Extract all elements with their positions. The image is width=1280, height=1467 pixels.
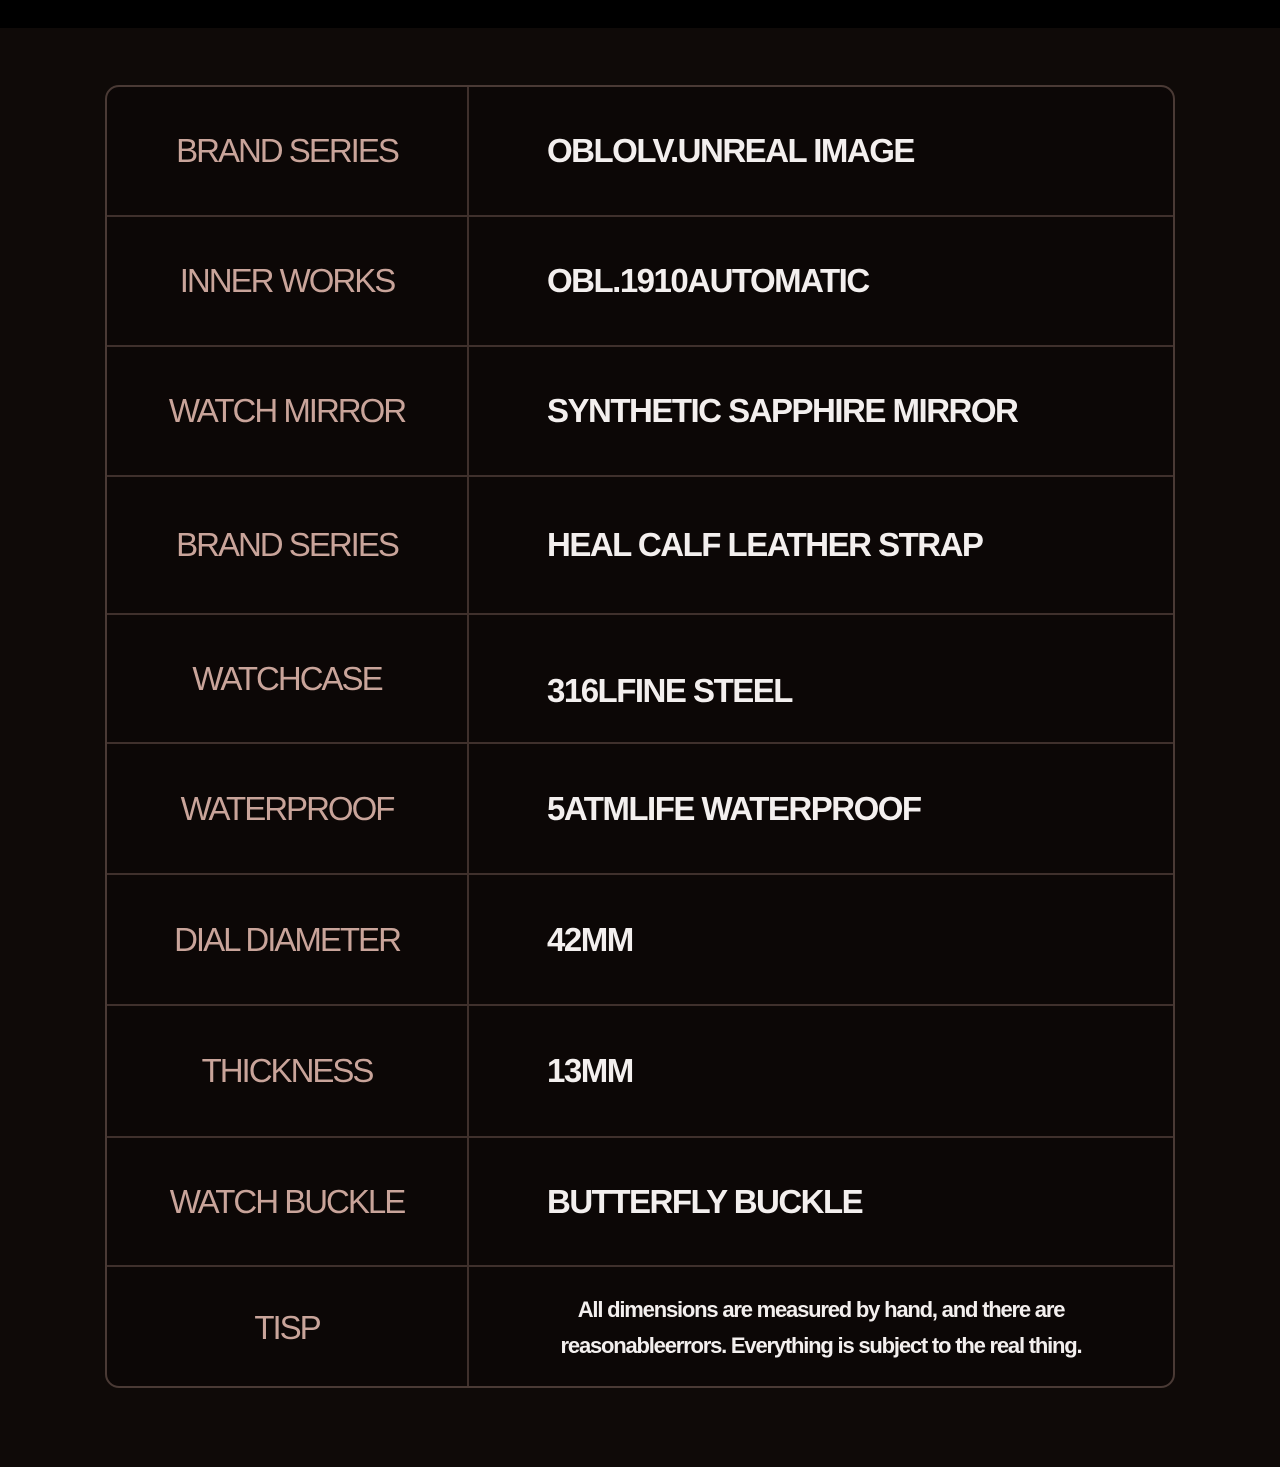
- spec-label: INNER WORKS: [179, 262, 395, 299]
- spec-value-cell: [469, 615, 1173, 744]
- note-label-cell: [107, 1267, 469, 1388]
- spec-value-cell: [469, 477, 1173, 615]
- spec-label: THICKNESS: [201, 1052, 373, 1089]
- spec-label: WATERPROOF: [180, 789, 394, 827]
- spec-value: 42MM: [547, 920, 633, 958]
- spec-label: WATCH BUCKLE: [169, 1182, 405, 1220]
- spec-label: BRAND SERIES: [176, 132, 398, 169]
- spec-value: HEAL CALF LEATHER STRAP: [547, 526, 983, 563]
- spec-label-cell: [107, 217, 469, 347]
- spec-value: 5ATMLIFE WATERPROOF: [547, 789, 921, 827]
- top-strip: [0, 0, 1280, 28]
- spec-value-cell: [469, 1006, 1173, 1138]
- note-line-2: reasonableerrors. Everything is subject to the real thing.: [560, 1332, 1082, 1358]
- spec-value: OBL.1910AUTOMATIC: [547, 262, 869, 299]
- note-line-1: All dimensions are measured by hand, and there are: [577, 1296, 1065, 1322]
- spec-label-cell: [107, 87, 469, 217]
- spec-label-cell: [107, 1138, 469, 1267]
- spec-value: 13MM: [547, 1052, 633, 1089]
- spec-label-cell: [107, 875, 469, 1006]
- spec-value-cell: [469, 87, 1173, 217]
- spec-label: WATCHCASE: [192, 659, 382, 697]
- note-value-cell: [469, 1267, 1173, 1388]
- spec-value: SYNTHETIC SAPPHIRE MIRROR: [547, 392, 1018, 429]
- note-label: TISP: [254, 1308, 320, 1346]
- spec-value: 316LFINE STEEL: [547, 671, 792, 709]
- spec-value: BUTTERFLY BUCKLE: [547, 1182, 863, 1220]
- spec-label-cell: [107, 477, 469, 615]
- spec-value-cell: [469, 875, 1173, 1006]
- spec-label: DIAL DIAMETER: [174, 920, 400, 958]
- spec-value: OBLOLV.UNREAL IMAGE: [547, 132, 914, 169]
- spec-value-cell: [469, 1138, 1173, 1267]
- spec-label-cell: [107, 347, 469, 477]
- spec-label: BRAND SERIES: [176, 526, 398, 563]
- spec-label: WATCH MIRROR: [168, 392, 406, 429]
- spec-value-cell: [469, 744, 1173, 875]
- spec-table: [105, 85, 1175, 1388]
- spec-label-cell: [107, 1006, 469, 1138]
- note-text: [561, 1292, 1082, 1364]
- spec-label-cell: [107, 615, 469, 744]
- spec-label-cell: [107, 744, 469, 875]
- spec-value-cell: [469, 347, 1173, 477]
- spec-value-cell: [469, 217, 1173, 347]
